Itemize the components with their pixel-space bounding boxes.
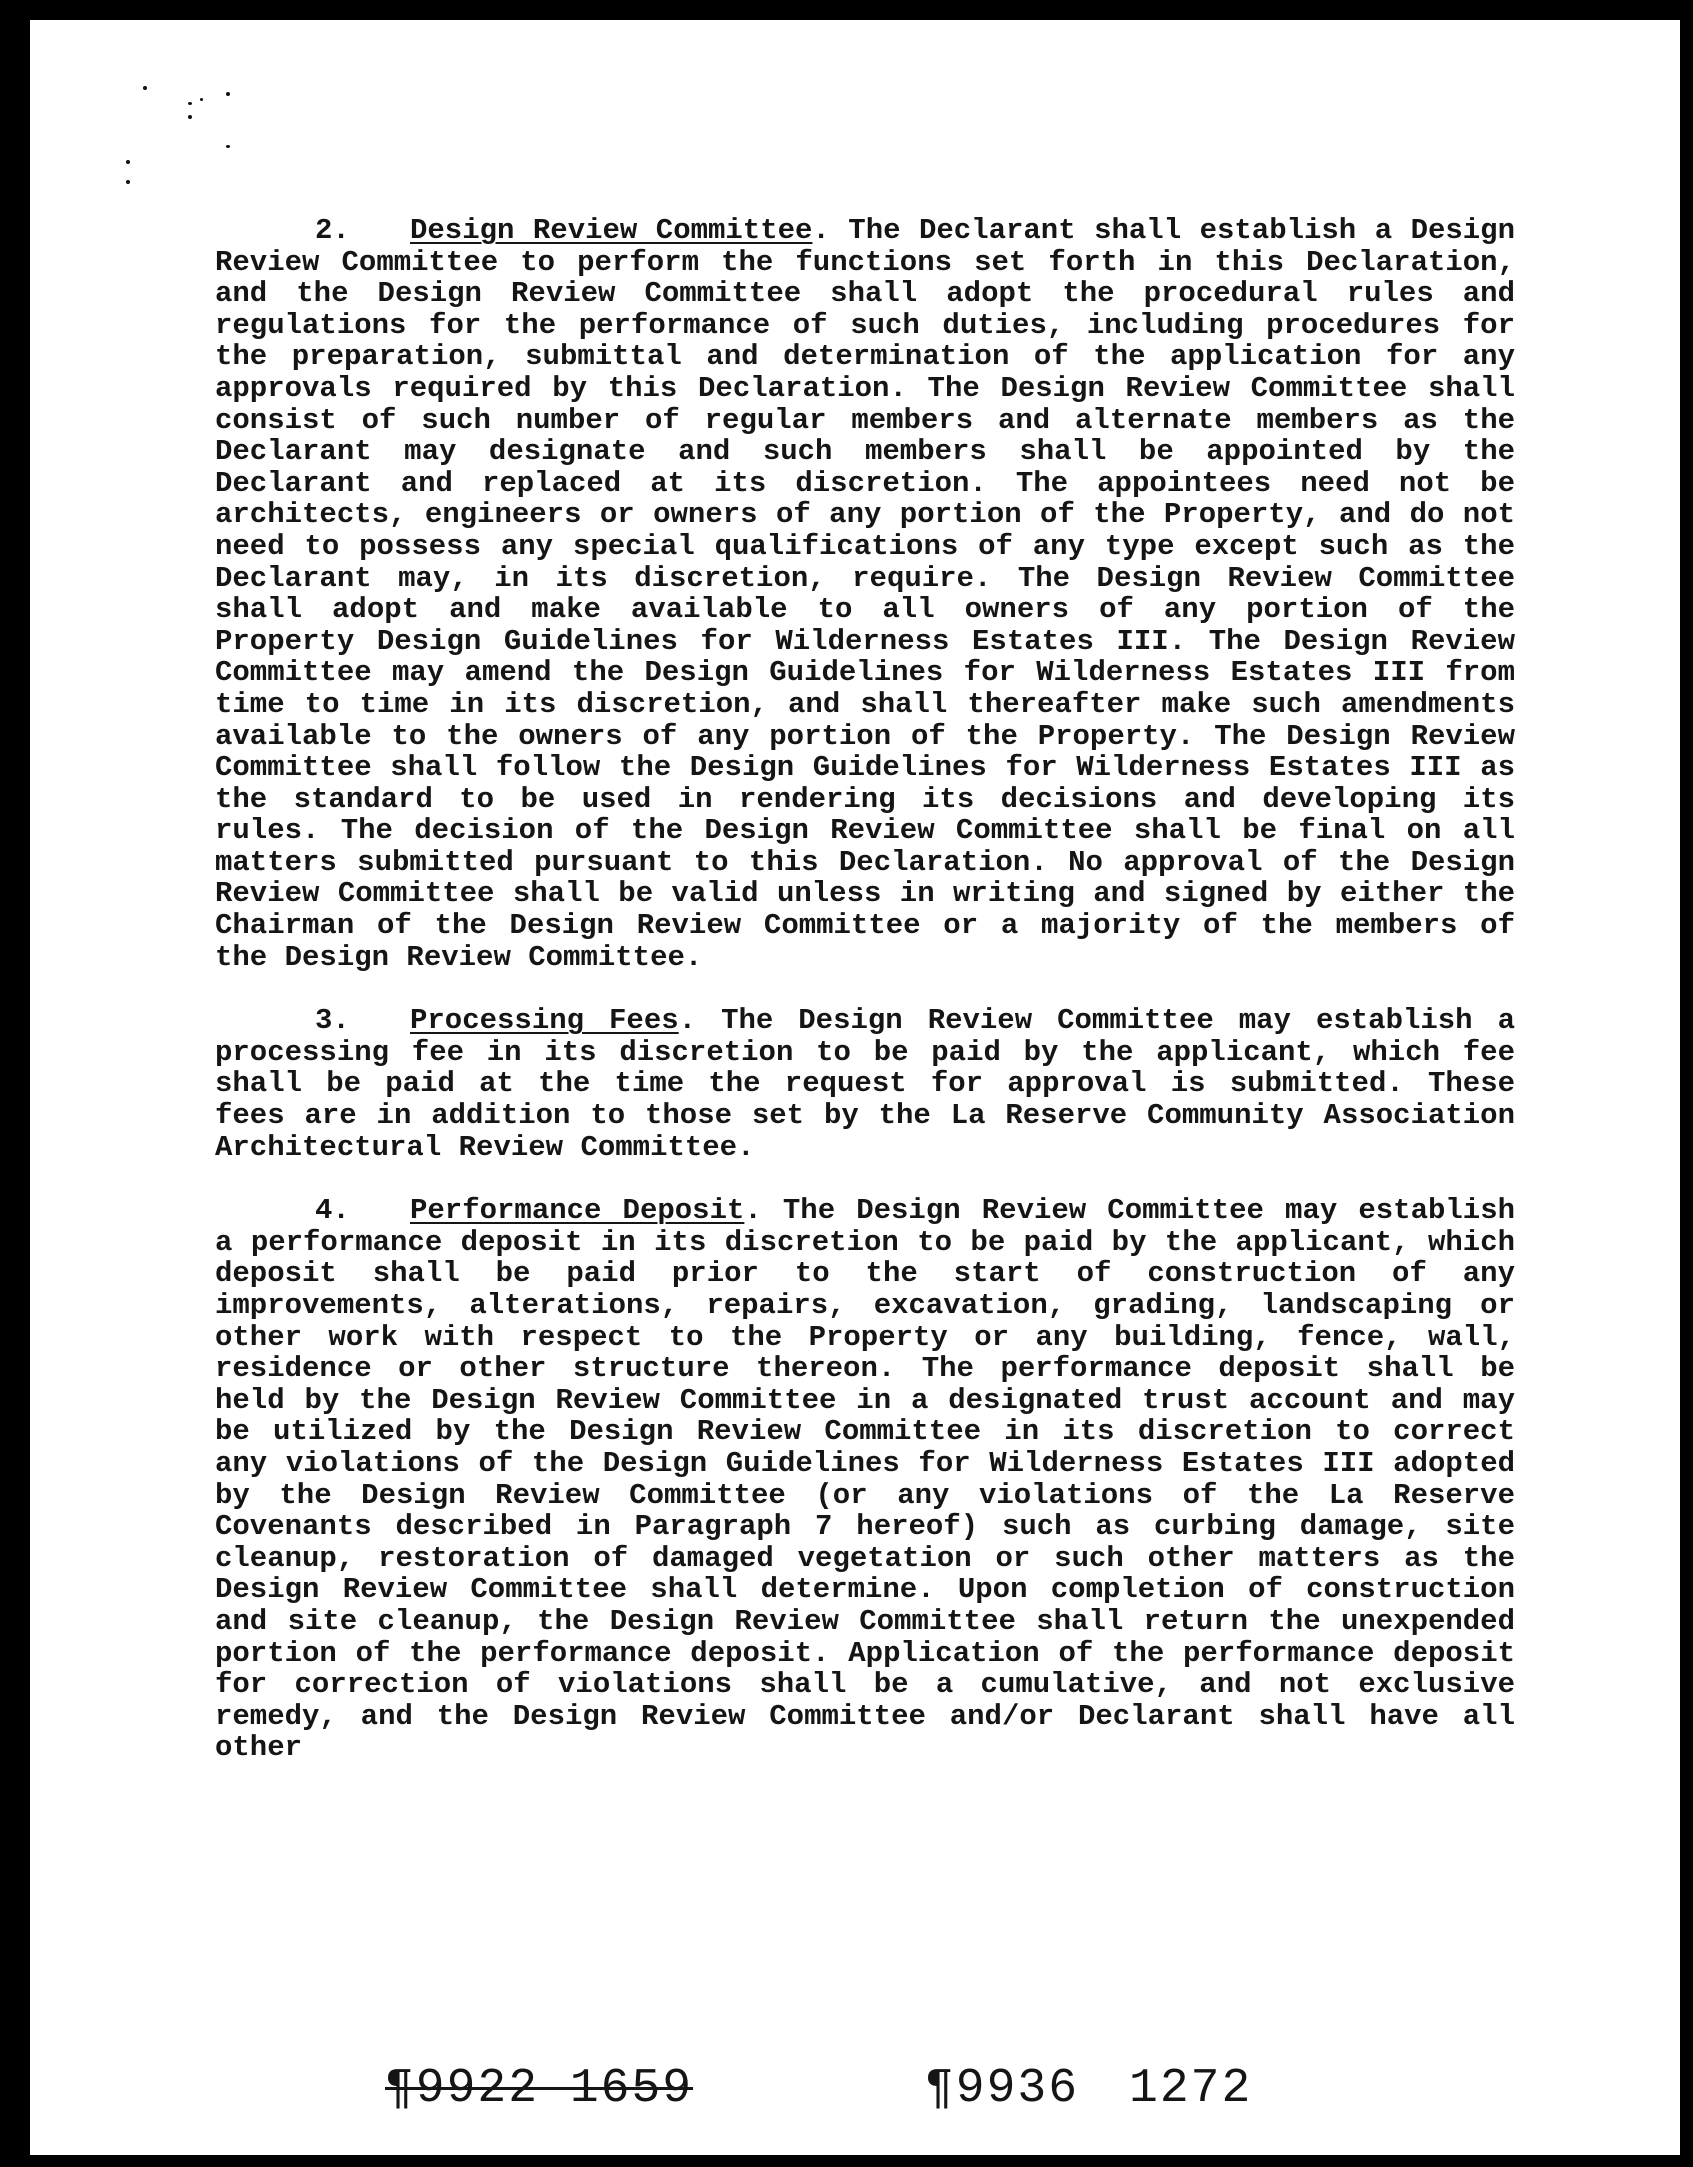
scan-speck	[143, 86, 147, 90]
paragraph-text: . The Design Review Committee may establish a performance deposit in its discretion to be paid by the applicant, which deposit shall be paid prior to the start of construction of any improvements, alterations, repairs, excavation, grading, landscaping or other work with respect to the Property or any building, fence, wall, residence or other structure thereon. The performance deposit shall be held by the Design Review Committee in a designated trust account and may be utilized by the Design Review Committee in its discretion to correct any violations of the Design Guidelines for Wilderness Estates III adopted by the Design Review Committee (or any violations of the La Reserve Covenants described in Paragraph 7 hereof) such as curbing damage, site cleanup, restoration of damaged vegetation or such other matters as the Design Review Committee shall determine. Upon completion of construction and site cleanup, the Design Review Committee shall return the unexpended portion of the performance deposit. Application of the performance deposit for correction of violations shall be a cumulative, and not exclusive remedy, and the Design Review Committee and/or Declarant shall have all other	[215, 1194, 1515, 1765]
paragraph-performance-deposit	[215, 1195, 1515, 1764]
recording-number	[925, 2062, 1252, 2116]
paragraph-number: 3.	[315, 1004, 350, 1038]
document-body	[215, 215, 1515, 1764]
paragraph-heading: Design Review Committee	[410, 214, 813, 247]
paragraph-number: 4.	[315, 1194, 350, 1228]
scan-speck	[200, 98, 203, 101]
scan-speck	[188, 115, 192, 119]
paragraph-processing-fees	[215, 1005, 1515, 1163]
scan-speck	[226, 145, 230, 148]
paragraph-text: . The Declarant shall establish a Design Review Committee to perform the functions set forth in this Declaration, and the Design Review Committee shall adopt the procedural rules and regulations for the performance of such duties, including procedures for the preparation, submittal and determination of the application for any approvals required by this Declaration. The Design Review Committee shall consist of such number of regular members and alternate members as the Declarant may designate and such members shall be appointed by the Declarant and replaced at its discretion. The appointees need not be architects, engineers or owners of any portion of the Property, and do not need to possess any special qualifications of any type except such as the Declarant may, in its discretion, require. The Design Review Committee shall adopt and make available to all owners of any portion of the Property Design Guidelines for Wilderness Estates III. The Design Review Committee may amend the Design Guidelines for Wilderness Estates III from time to time in its discretion, and shall thereafter make such amendments available to the owners of any portion of the Property. The Design Review Committee shall follow the Design Guidelines for Wilderness Estates III as the standard to be used in rendering its decisions and developing its rules. The decision of the Design Review Committee shall be final on all matters submitted pursuant to this Declaration. No approval of the Design Review Committee shall be valid unless in writing and signed by either the Chairman of the Design Review Committee or a majority of the members of the Design Review Committee.	[215, 214, 1515, 974]
struck-recording-number: ¶9922 1659	[385, 2062, 694, 2116]
recording-number-page: 1272	[1129, 2062, 1253, 2116]
paragraph-heading: Processing Fees	[410, 1004, 679, 1038]
recording-number-book: ¶9936	[925, 2062, 1080, 2116]
paragraph-number: 2.	[315, 214, 350, 247]
scan-speck	[126, 180, 130, 184]
paragraph-text: . The Design Review Committee may establish a processing fee in its discretion to be paid by the applicant, which fee shall be paid at the time the request for approval is submitted. These fees are in addition to those set by the La Reserve Community Association Architectural Review Committee.	[215, 1004, 1515, 1164]
scan-speck	[126, 160, 130, 164]
scan-speck	[226, 92, 230, 96]
paragraph-design-review-committee	[215, 215, 1515, 973]
document-page	[30, 20, 1680, 2155]
scan-speck	[188, 102, 192, 105]
paragraph-heading: Performance Deposit	[410, 1194, 745, 1228]
